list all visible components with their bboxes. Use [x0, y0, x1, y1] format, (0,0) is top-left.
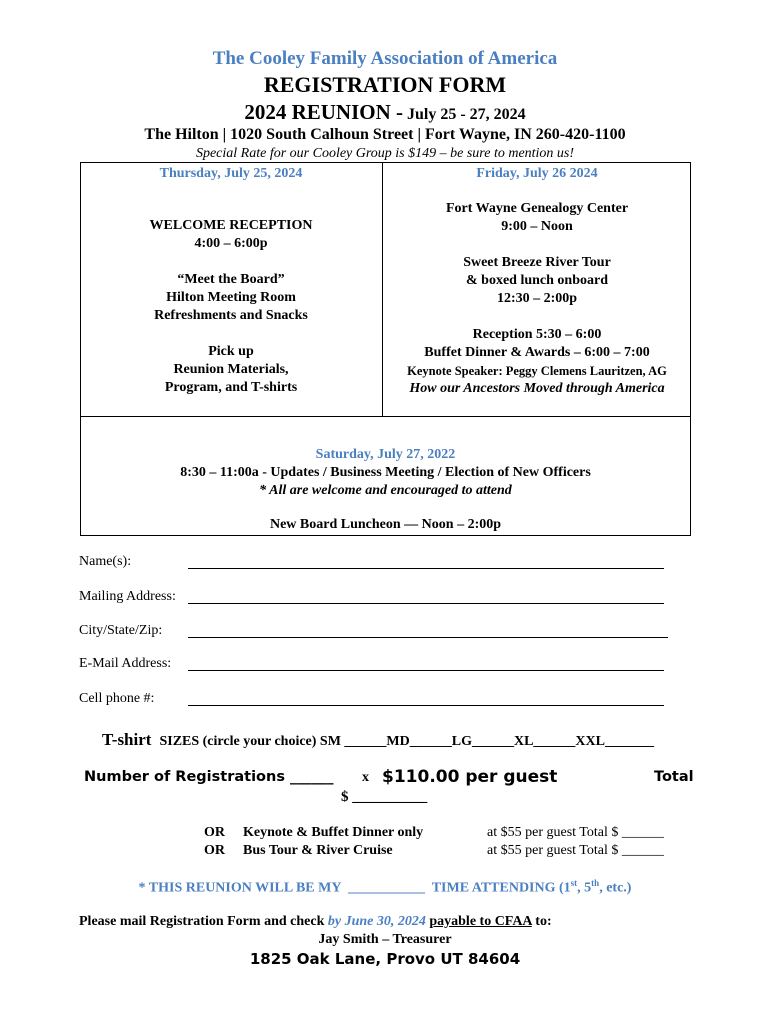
friday-heading: Friday, July 26 2024	[476, 166, 598, 181]
payable-to: payable to CFAA	[429, 914, 532, 929]
reunion-main: 2024 REUNION -	[244, 100, 403, 124]
reception-time: Reception 5:30 – 6:00	[472, 327, 602, 342]
bus-tour-price[interactable]: at $55 per guest Total $ ______	[487, 843, 664, 858]
thursday-heading: Thursday, July 25, 2024	[159, 166, 303, 181]
name-field[interactable]	[188, 568, 664, 569]
genealogy-center: Fort Wayne Genealogy Center	[445, 201, 629, 216]
name-label: Name(s):	[79, 554, 132, 569]
address-field[interactable]	[188, 603, 664, 604]
or-label-1: OR	[204, 825, 225, 840]
tshirt-row[interactable]	[102, 730, 654, 750]
org-name: The Cooley Family Association of America	[212, 48, 558, 69]
special-rate: Special Rate for our Cooley Group is $149 – be sure to mention us!	[195, 146, 575, 161]
city-field[interactable]	[188, 637, 668, 638]
email-label: E-Mail Address:	[79, 656, 172, 671]
pickup-line-3: Program, and T-shirts	[164, 380, 298, 395]
mail-deadline: by June 30, 2024	[327, 914, 426, 929]
phone-label: Cell phone #:	[79, 691, 155, 706]
email-field[interactable]	[188, 670, 664, 671]
welcome-time: 4:00 – 6:00p	[194, 236, 268, 251]
keynote-price[interactable]: at $55 per guest Total $ ______	[487, 825, 664, 840]
tour-time: 12:30 – 2:00p	[496, 291, 578, 306]
boxed-lunch: & boxed lunch onboard	[466, 273, 608, 288]
saturday-column	[80, 446, 691, 534]
price-per-guest: $110.00 per guest	[382, 767, 558, 787]
mail-instructions	[79, 914, 552, 930]
tshirt-label: T-shirt	[102, 730, 152, 749]
attendance-lead: * THIS REUNION WILL BE MY	[138, 880, 341, 896]
keynote-speaker: Keynote Speaker: Peggy Clemens Lauritzen, AG	[407, 364, 667, 378]
phone-field[interactable]	[188, 705, 664, 706]
thursday-column	[80, 165, 382, 397]
registrations-count[interactable]: Number of Registrations ______	[84, 769, 334, 785]
attendance-blank[interactable]: ___________	[347, 880, 425, 896]
welcome-title: WELCOME RECEPTION	[149, 218, 313, 233]
mailing-address: 1825 Oak Lane, Provo UT 84604	[249, 950, 521, 968]
meet-board: “Meet the Board”	[177, 272, 285, 287]
mail-to: to:	[531, 914, 552, 929]
meeting-room: Hilton Meeting Room	[166, 290, 296, 305]
friday-column	[383, 165, 691, 398]
total-blank[interactable]: $ __________	[341, 789, 428, 805]
dinner-time: Buffet Dinner & Awards – 6:00 – 7:00	[424, 345, 650, 360]
times-sign: x	[362, 770, 369, 785]
attendance-mid: , 5	[577, 880, 592, 896]
city-label: City/State/Zip:	[79, 623, 163, 638]
tshirt-sizes[interactable]: SIZES (circle your choice) SM ______MD______LG______XL______XXL_______	[159, 734, 654, 749]
board-luncheon: New Board Luncheon — Noon – 2:00p	[269, 517, 502, 532]
pickup-line-2: Reunion Materials,	[173, 362, 289, 377]
attendance-tail: TIME ATTENDING (1	[431, 880, 571, 896]
or-label-2: OR	[204, 843, 225, 858]
treasurer-name: Jay Smith – Treasurer	[318, 932, 452, 947]
river-tour: Sweet Breeze River Tour	[463, 255, 611, 270]
reunion-dates: July 25 - 27, 2024	[403, 106, 526, 123]
saturday-heading: Saturday, July 27, 2022	[315, 447, 456, 462]
reunion-heading	[0, 100, 770, 125]
welcome-note: * All are welcome and encouraged to attend	[259, 483, 512, 498]
venue-line: The Hilton | 1020 South Calhoun Street | Fort Wayne, IN 260-420-1100	[144, 126, 626, 143]
refreshments: Refreshments and Snacks	[154, 308, 308, 323]
sup-st: st	[570, 878, 578, 888]
mail-lead: Please mail Registration Form and check	[79, 914, 328, 929]
total-label: Total	[654, 769, 694, 785]
attendance-line	[0, 878, 770, 897]
genealogy-time: 9:00 – Noon	[501, 219, 573, 234]
pickup-line-1: Pick up	[208, 344, 254, 359]
keynote-option: Keynote & Buffet Dinner only	[243, 825, 424, 840]
form-title: REGISTRATION FORM	[263, 72, 507, 97]
sup-th: th	[591, 878, 600, 888]
bus-tour-option: Bus Tour & River Cruise	[243, 843, 393, 858]
address-label: Mailing Address:	[79, 589, 176, 604]
talk-title: How our Ancestors Moved through America	[409, 381, 665, 396]
business-meeting: 8:30 – 11:00a - Updates / Business Meeting / Election of New Officers	[180, 465, 591, 480]
attendance-end: , etc.)	[599, 880, 632, 896]
